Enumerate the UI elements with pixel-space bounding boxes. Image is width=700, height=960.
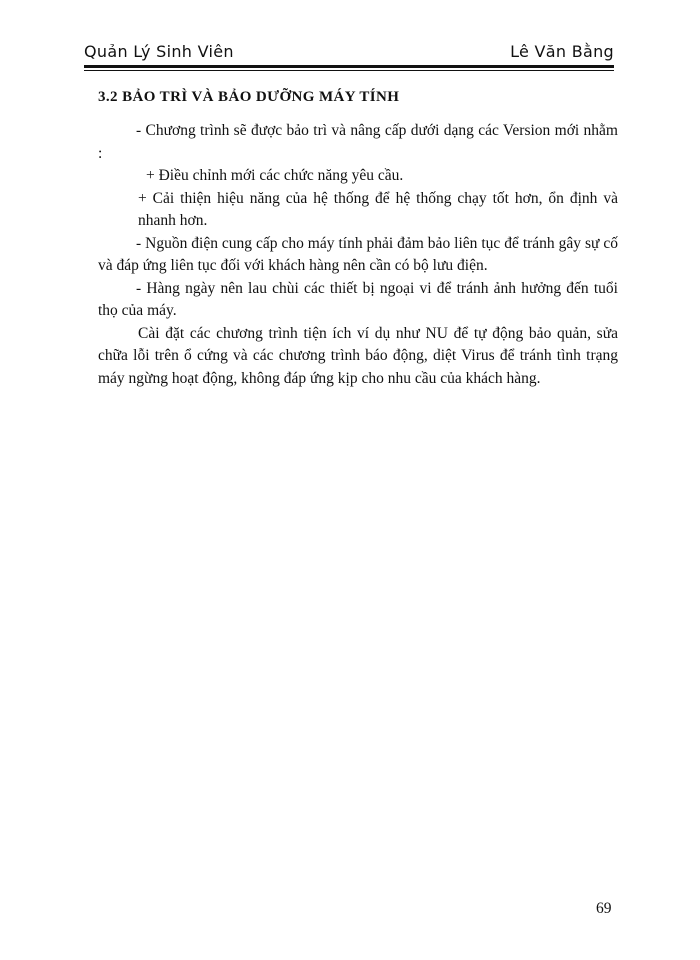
running-header <box>84 42 614 64</box>
bullet-adjust-functions: + Điều chỉnh mới các chức năng yêu cầu. <box>146 167 404 184</box>
header-author-name: Lê Văn Bằng <box>510 42 614 61</box>
bullet-improve-performance: + Cải thiện hiệu năng của hệ thống để hệ thống chạy tốt hơn, ổn định và nhanh hơn. <box>138 189 618 229</box>
header-rule-thick <box>84 65 614 68</box>
paragraph-utilities: Cài đặt các chương trình tiện ích ví dụ như NU để tự động bảo quản, sửa chữa lỗi trên ổ cứng và các chương trình báo động, diệt Virus để tránh tình trạng máy ngừng hoạt động, không đáp ứng kịp cho nhu cầu của khách hàng. <box>98 324 618 387</box>
paragraph-power-supply: - Nguồn điện cung cấp cho máy tính phải đảm bảo liên tục để tránh gây sự cố và đáp ứng liên tục đối với khách hàng nên cần có bộ lưu điện. <box>98 234 618 274</box>
section-heading: 3.2 BẢO TRÌ VÀ BẢO DƯỠNG MÁY TÍNH <box>98 89 400 105</box>
page-number: 69 <box>596 900 612 917</box>
page-content <box>98 86 618 390</box>
header-rule-thin <box>84 70 614 71</box>
paragraph-cleaning: - Hàng ngày nên lau chùi các thiết bị ngoại vi để tránh ảnh hưởng đến tuổi thọ của máy. <box>98 279 618 319</box>
header-document-title: Quản Lý Sinh Viên <box>84 42 234 61</box>
paragraph-version-intro: - Chương trình sẽ được bảo trì và nâng cấp dưới dạng các Version mới nhằm : <box>98 122 618 162</box>
